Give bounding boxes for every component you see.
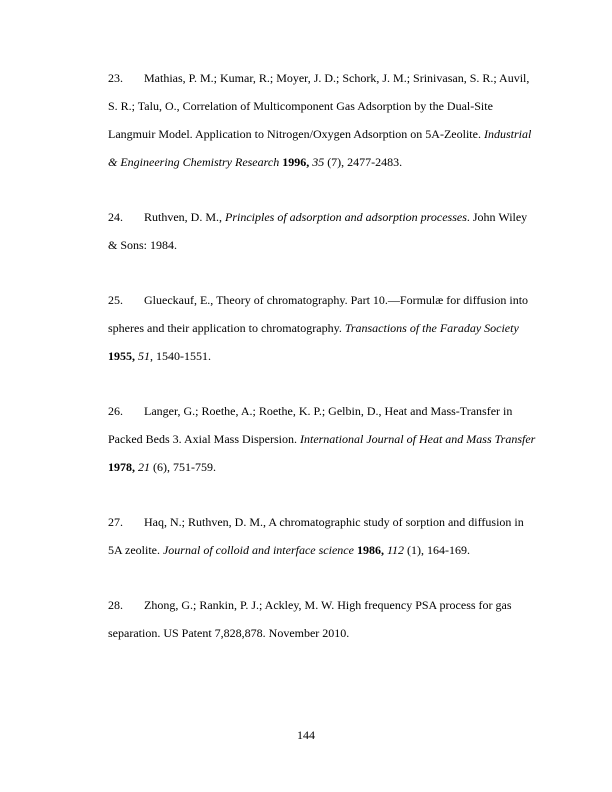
reference-text: separation. US Patent 7,828,878. November 2010. xyxy=(108,626,350,640)
reference-line xyxy=(108,64,540,92)
reference-text: S. R.; Talu, O., Correlation of Multicomponent Gas Adsorption by the Dual-Site xyxy=(108,99,493,113)
reference-24 xyxy=(108,203,540,259)
reference-text: . John Wiley xyxy=(466,210,528,224)
reference-text: 5A zeolite. xyxy=(108,543,163,557)
reference-number: 23. xyxy=(108,71,123,85)
reference-line xyxy=(108,453,540,481)
reference-line xyxy=(108,425,540,453)
reference-number: 26. xyxy=(108,404,123,418)
reference-line xyxy=(108,314,540,342)
reference-text: Mathias, P. M.; Kumar, R.; Moyer, J. D.; Schork, J. M.; Srinivasan, S. R.; Auvil, xyxy=(144,71,530,85)
reference-line xyxy=(108,92,540,120)
reference-line xyxy=(108,536,540,564)
volume: 112 xyxy=(386,543,405,557)
reference-number: 27. xyxy=(108,515,123,529)
reference-text: Packed Beds 3. Axial Mass Dispersion. xyxy=(108,432,300,446)
journal-title: & Engineering Chemistry Research xyxy=(108,155,280,169)
reference-text: Ruthven, D. M., xyxy=(144,210,225,224)
book-title: Principles of adsorption and adsorption processes xyxy=(225,210,467,224)
reference-number: 24. xyxy=(108,210,123,224)
reference-line xyxy=(108,286,540,314)
issue-pages: (6), 751-759. xyxy=(150,460,216,474)
reference-line xyxy=(108,231,540,259)
reference-line xyxy=(108,148,540,176)
volume: 21 xyxy=(138,460,150,474)
reference-text: spheres and their application to chromatography. xyxy=(108,321,345,335)
reference-line xyxy=(108,120,540,148)
reference-25 xyxy=(108,286,540,370)
reference-text: Langmuir Model. Application to Nitrogen/Oxygen Adsorption on 5A-Zeolite. xyxy=(108,127,484,141)
volume: 35 xyxy=(312,155,325,169)
reference-text: Zhong, G.; Rankin, P. J.; Ackley, M. W. High frequency PSA process for gas xyxy=(144,598,512,612)
issue-pages: (1), 164-169. xyxy=(404,543,471,557)
journal-title: International Journal of Heat and Mass Transfer xyxy=(299,432,536,446)
reference-line xyxy=(108,508,540,536)
volume: 51 xyxy=(138,349,150,363)
reference-28 xyxy=(108,591,540,647)
reference-text: Langer, G.; Roethe, A.; Roethe, K. P.; Gelbin, D., Heat and Mass-Transfer in xyxy=(144,404,513,418)
reference-line xyxy=(108,591,540,619)
reference-text: Haq, N.; Ruthven, D. M., A chromatographic study of sorption and diffusion in xyxy=(144,515,524,529)
year: 1996, xyxy=(282,155,310,169)
reference-27 xyxy=(108,508,540,564)
reference-text: & Sons: 1984. xyxy=(108,238,178,252)
pages: , 1540-1551. xyxy=(150,349,211,363)
reference-text: Glueckauf, E., Theory of chromatography. Part 10.—Formulæ for diffusion into xyxy=(144,293,529,307)
reference-23 xyxy=(108,64,540,176)
reference-line xyxy=(108,397,540,425)
page-number: 144 xyxy=(297,728,315,742)
issue-pages: (7), 2477-2483. xyxy=(324,155,403,169)
year: 1986, xyxy=(356,543,384,557)
reference-line xyxy=(108,619,540,647)
year: 1955, xyxy=(108,349,135,363)
reference-number: 28. xyxy=(108,598,123,612)
reference-26 xyxy=(108,397,540,481)
reference-line xyxy=(108,203,540,231)
journal-title: Journal of colloid and interface science xyxy=(162,543,354,557)
year: 1978, xyxy=(108,460,135,474)
journal-title: Transactions of the Faraday Society xyxy=(344,321,519,335)
journal-title: Industrial xyxy=(483,127,532,141)
reference-number: 25. xyxy=(108,293,123,307)
reference-line xyxy=(108,342,540,370)
